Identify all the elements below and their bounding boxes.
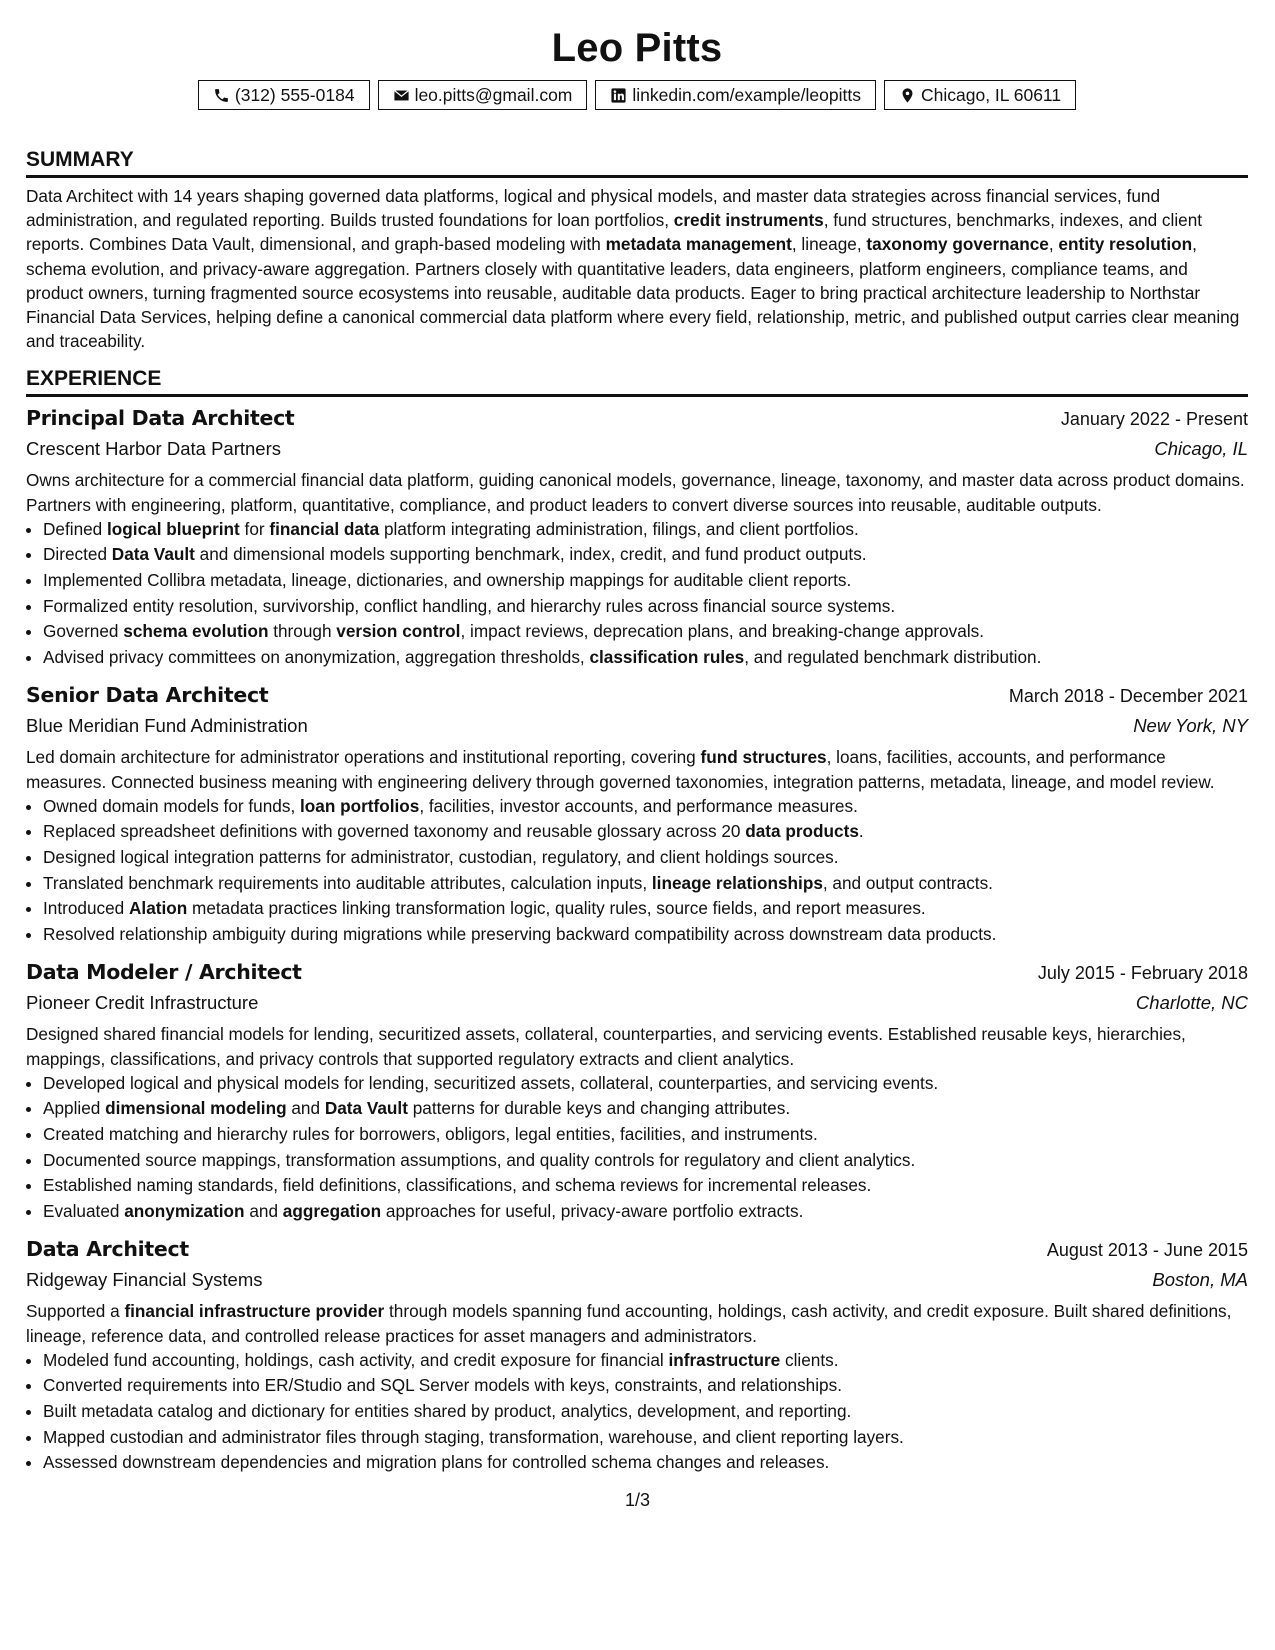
summary-text: Data Architect with 14 years shaping governed data platforms, logical and physical models, and master data strategies across financial services, fund administration, and regulated reporting. Builds trusted foundations for loan portfolios, credit instruments, fund structures, benchmarks, indexes, and client reports. Combines Data Vault, dimensional, and graph-based modeling with metadata management, lineage, taxonomy governance, entity resolution, schema evolution, and privacy-aware aggregation. Partners closely with quantitative leaders, data engineers, platform engineers, compliance teams, and product owners, turning fragmented source ecosystems into reusable, auditable data products. Eager to bring practical architecture leadership to Northstar Financial Data Services, helping define a canonical commercial data platform where every field, relationship, metric, and published output carries clear meaning and traceability. [26,186,1240,352]
contact-item[interactable] [378,80,588,110]
job-bullets [26,1071,1248,1225]
linkedin-icon [610,87,627,104]
experience-list [26,403,1248,1475]
job-entry [26,680,1248,947]
job-dates: March 2018 - December 2021 [1008,686,1248,707]
bullet-item: • Replaced spreadsheet definitions with governed taxonomy and reusable glossary across 20 data products. [43,819,1248,845]
job-entry [26,403,1248,670]
job-location: Charlotte, NC [1135,992,1248,1014]
job-summary: Led domain architecture for administrator operations and institutional reporting, covering fund structures, loans, facilities, accounts, and performance measures. Connected business meaning with engineering delivery through governed taxonomies, integration patterns, metadata, lineage, and model review. [26,747,1215,792]
page-number: 1/3 [624,1490,651,1510]
bullet-item: • Governed schema evolution through version control, impact reviews, deprecation plans, and breaking-change approvals. [43,619,1248,645]
job-location: New York, NY [1133,715,1248,737]
contact-item[interactable] [884,80,1076,110]
contact-text: linkedin.com/example/leopitts [632,85,861,105]
bullet-item: • Built metadata catalog and dictionary for entities shared by product, analytics, development, and reporting. [43,1399,1248,1425]
contact-bar [26,80,1248,110]
bullet-item: • Created matching and hierarchy rules for borrowers, obligors, legal entities, facilities, and instruments. [43,1122,1248,1148]
bullet-item: • Translated benchmark requirements into auditable attributes, calculation inputs, lineage relationships, and output contracts. [43,871,1248,897]
bullet-item: • Resolved relationship ambiguity during migrations while preserving backward compatibility across downstream data products. [43,922,1248,948]
job-title: Data Architect [26,1237,189,1262]
bullet-item: • Implemented Collibra metadata, lineage, dictionaries, and ownership mappings for auditable client reports. [43,568,1248,594]
bullet-item: • Advised privacy committees on anonymization, aggregation thresholds, classification rules, and regulated benchmark distribution. [43,645,1248,671]
job-summary: Designed shared financial models for lending, securitized assets, collateral, counterparties, and servicing events. Established reusable keys, hierarchies, mappings, classifications, and privacy controls that supported regulatory extracts and client analytics. [26,1024,1186,1069]
company-name: Ridgeway Financial Systems [26,1269,263,1291]
job-entry [26,1234,1248,1475]
contact-item[interactable] [198,80,370,110]
job-title: Data Modeler / Architect [26,960,302,985]
contact-text: leo.pitts@gmail.com [414,85,573,105]
experience-heading: EXPERIENCE [26,365,1248,397]
candidate-name: Leo Pitts [551,26,723,70]
bullet-item: • Formalized entity resolution, survivorship, conflict handling, and hierarchy rules across financial source systems. [43,594,1248,620]
contact-text: Chicago, IL 60611 [920,85,1062,105]
company-name: Blue Meridian Fund Administration [26,715,308,737]
job-entry [26,957,1248,1224]
summary-heading: SUMMARY [26,146,1248,178]
bullet-item: • Converted requirements into ER/Studio and SQL Server models with keys, constraints, and relationships. [43,1373,1248,1399]
resume-page [26,22,1248,1476]
job-title: Senior Data Architect [26,683,269,708]
job-summary: Owns architecture for a commercial financial data platform, guiding canonical models, governance, lineage, taxonomy, and master data across product domains. Partners with engineering, platform, quantitative, compliance, and product leaders to convert diverse sources into reusable, auditable outputs. [26,470,1245,515]
job-title: Principal Data Architect [26,406,295,431]
bullet-item: • Directed Data Vault and dimensional models supporting benchmark, index, credit, and fund product outputs. [43,542,1248,568]
bullet-item: • Assessed downstream dependencies and migration plans for controlled schema changes and releases. [43,1450,1248,1476]
job-dates: January 2022 - Present [1060,409,1248,430]
job-bullets [26,1348,1248,1476]
job-dates: August 2013 - June 2015 [1046,1240,1248,1261]
bullet-item: • Developed logical and physical models for lending, securitized assets, collateral, counterparties, and servicing events. [43,1071,1248,1097]
bullet-item: • Evaluated anonymization and aggregation approaches for useful, privacy-aware portfolio extracts. [43,1199,1248,1225]
job-bullets [26,794,1248,948]
bullet-item: • Designed logical integration patterns for administrator, custodian, regulatory, and client holdings sources. [43,845,1248,871]
phone-icon [213,87,230,104]
job-dates: July 2015 - February 2018 [1037,963,1248,984]
bullet-item: • Owned domain models for funds, loan portfolios, facilities, investor accounts, and performance measures. [43,794,1248,820]
company-name: Pioneer Credit Infrastructure [26,992,259,1014]
bullet-item: • Modeled fund accounting, holdings, cash activity, and credit exposure for financial infrastructure clients. [43,1348,1248,1374]
company-name: Crescent Harbor Data Partners [26,438,281,460]
bullet-item: • Defined logical blueprint for financial data platform integrating administration, filings, and client portfolios. [43,517,1248,543]
bullet-item: • Established naming standards, field definitions, classifications, and schema reviews for incremental releases. [43,1173,1248,1199]
bullet-item: • Applied dimensional modeling and Data Vault patterns for durable keys and changing attributes. [43,1096,1248,1122]
bullet-item: • Introduced Alation metadata practices linking transformation logic, quality rules, source fields, and report measures. [43,896,1248,922]
map-marker-icon [899,87,916,104]
bullet-item: • Mapped custodian and administrator files through staging, transformation, warehouse, and client reporting layers. [43,1425,1248,1451]
contact-item[interactable] [595,80,876,110]
job-bullets [26,517,1248,671]
bullet-item: • Documented source mappings, transformation assumptions, and quality controls for regulatory and client analytics. [43,1148,1248,1174]
job-location: Boston, MA [1152,1269,1248,1291]
contact-text: (312) 555-0184 [234,85,355,105]
job-location: Chicago, IL [1154,438,1248,460]
envelope-icon [393,87,410,104]
job-summary: Supported a financial infrastructure provider through models spanning fund accounting, holdings, cash activity, and credit exposure. Built shared definitions, lineage, reference data, and controlled release practices for asset managers and administrators. [26,1301,1232,1346]
